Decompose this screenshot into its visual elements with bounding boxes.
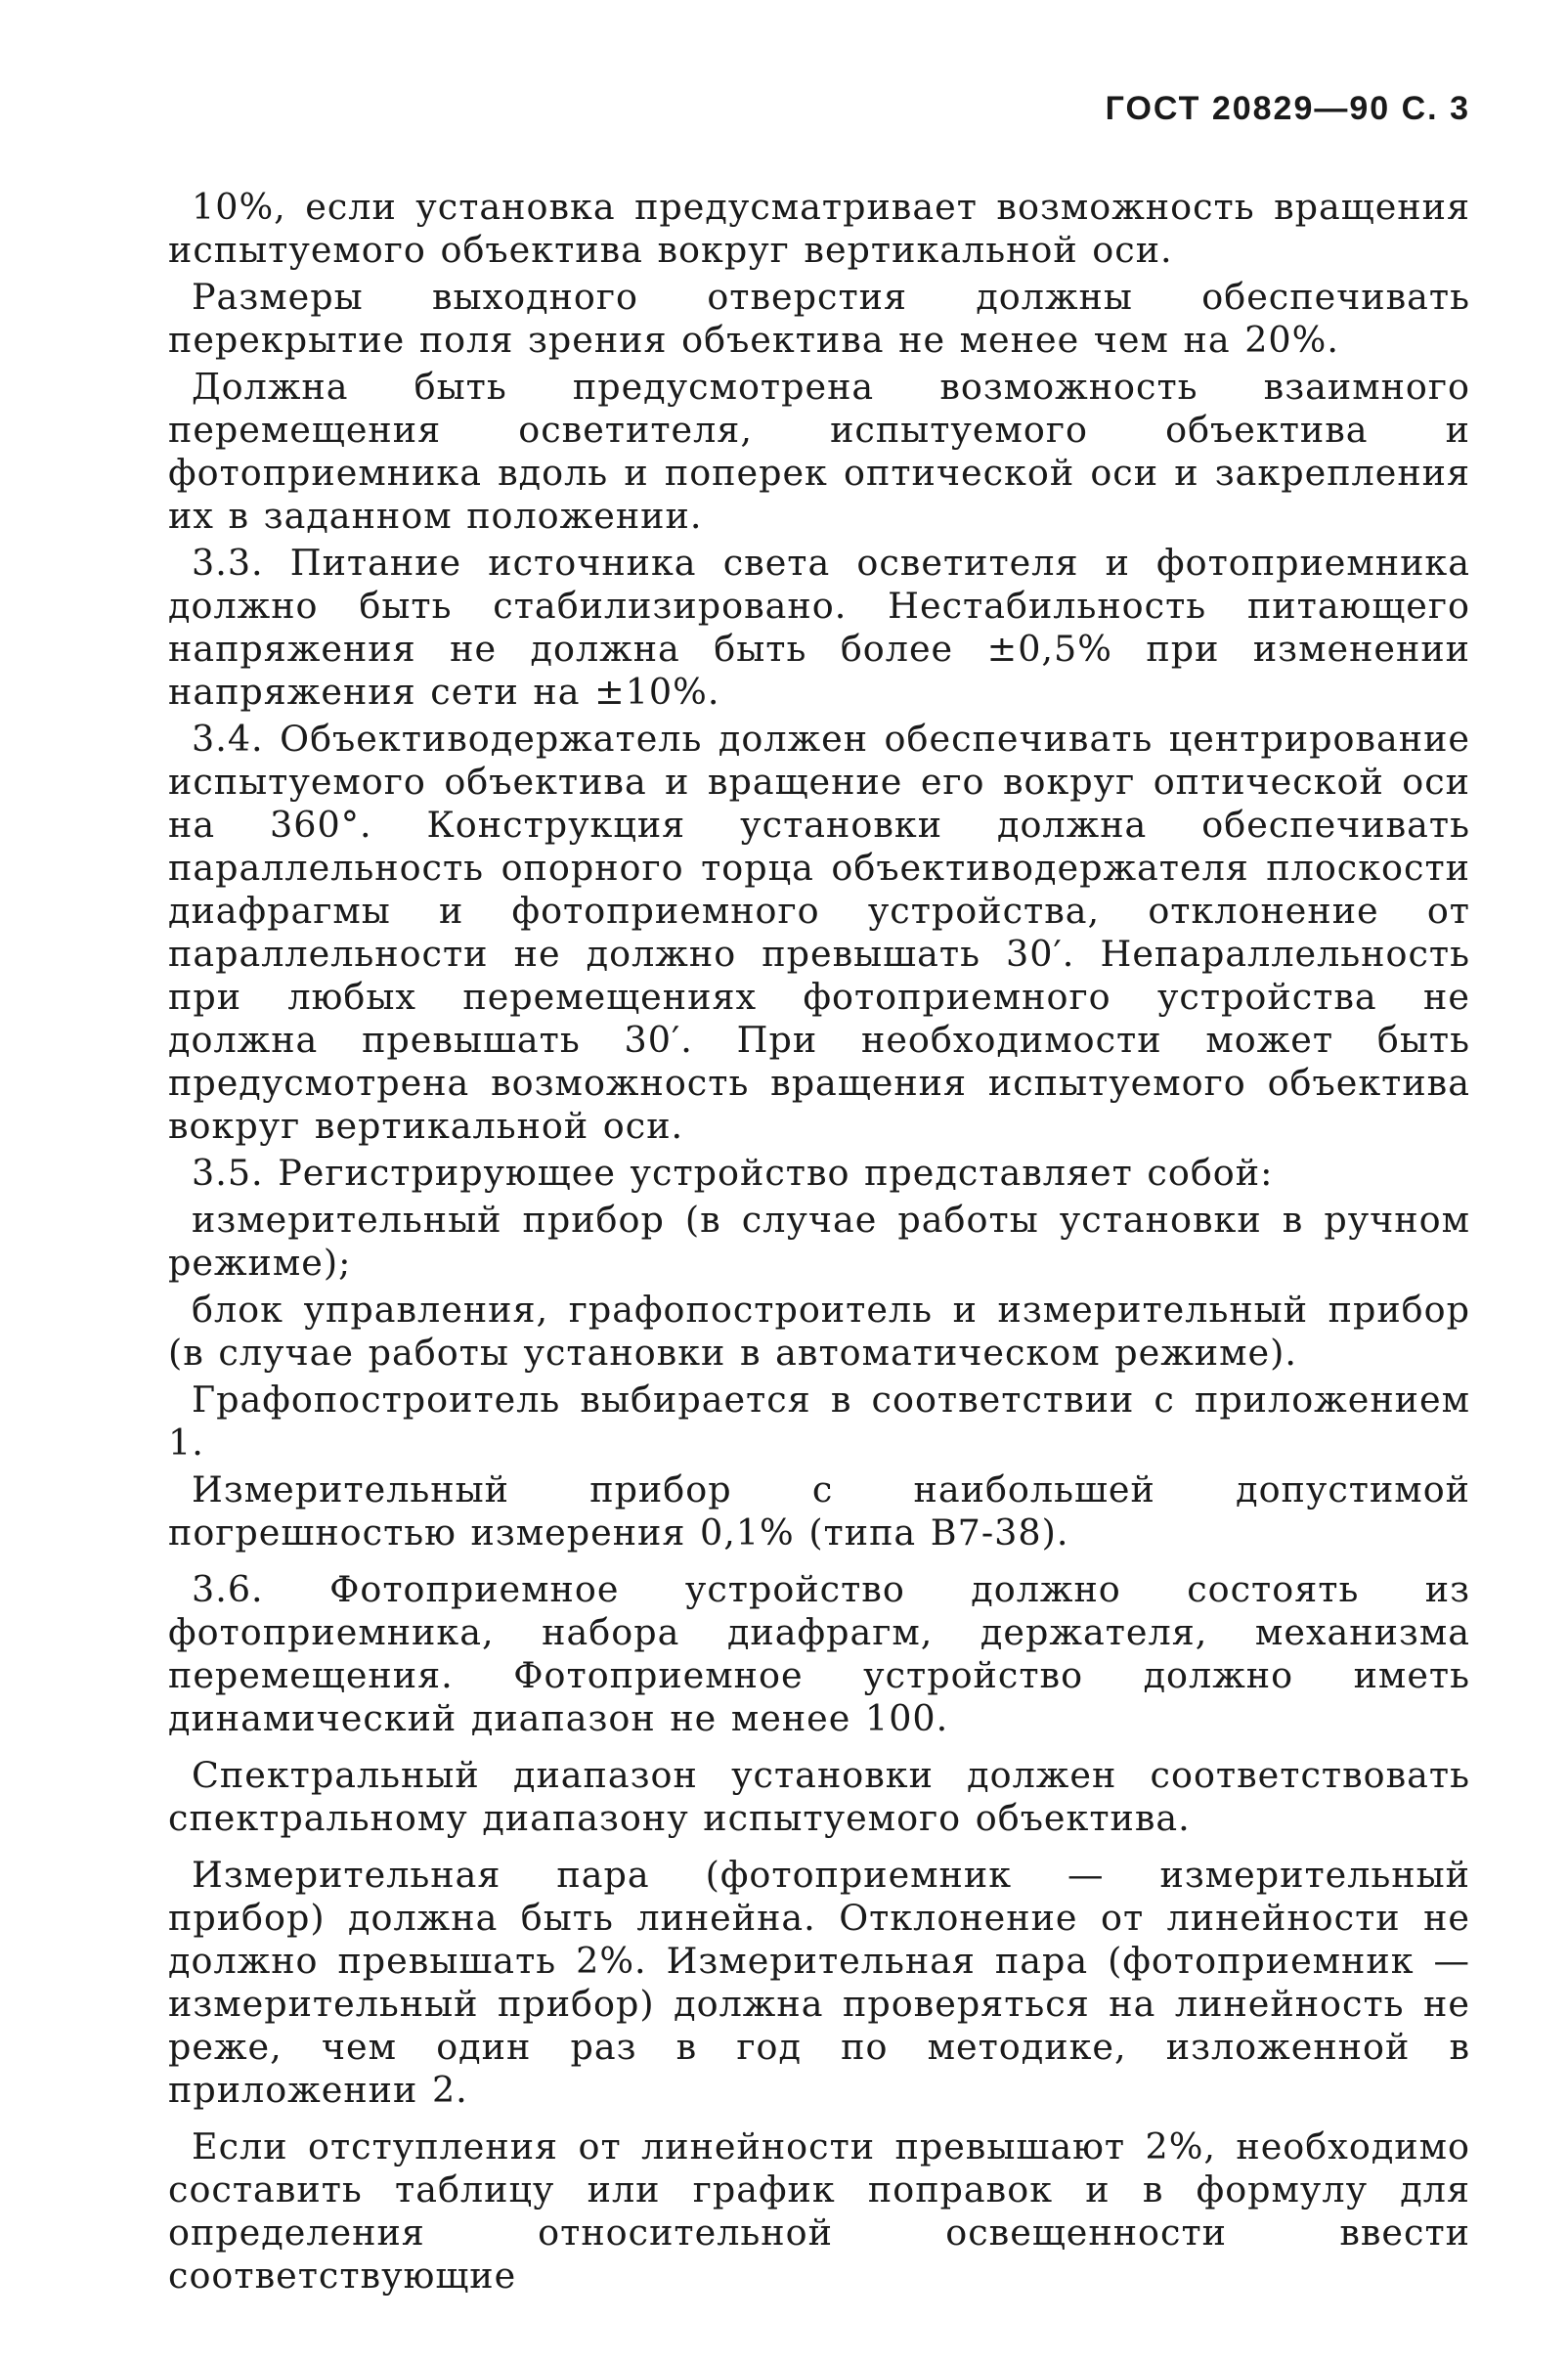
- document-body: [168, 186, 1470, 2301]
- list-item-auto-mode: блок управления, графопостроитель и измерительный прибор (в случае работы установки в автоматическом режиме).: [168, 1289, 1470, 1374]
- paragraph-measuring-device: Измерительный прибор с наибольшей допустимой погрешностью измерения 0,1% (типа В7-38).: [168, 1468, 1470, 1554]
- paragraph-1: 10%, если установка предусматривает возможность вращения испытуемого объектива вокруг вертикальной оси.: [168, 186, 1470, 271]
- paragraph-linearity-deviation: Если отступления от линейности превышают 2%, необходимо составить таблицу или график поправок и в формулу для определения относительной освещенности ввести соответствующие: [168, 2125, 1470, 2297]
- page-header: ГОСТ 20829—90 С. 3: [1105, 90, 1470, 127]
- paragraph-measuring-pair: Измерительная пара (фотоприемник — измерительный прибор) должна быть линейна. Отклонение от линейности не должно превышать 2%. Измерительная пара (фотоприемник — измерительный прибор) должна проверяться на линейность не реже, чем один раз в год по методике, изложенной в приложении 2.: [168, 1854, 1470, 2111]
- list-item-manual-mode: измерительный прибор (в случае работы установки в ручном режиме);: [168, 1199, 1470, 1284]
- section-3-6: 3.6. Фотоприемное устройство должно состоять из фотоприемника, набора диафрагм, держателя, механизма перемещения. Фотоприемное устройство должно иметь динамический диапазон не менее 100.: [168, 1568, 1470, 1739]
- section-3-3: 3.3. Питание источника света осветителя и фотоприемника должно быть стабилизировано. Нестабильность питающего напряжения не должна быть более ±0,5% при изменении напряжения сети на ±10%.: [168, 542, 1470, 713]
- section-3-5: 3.5. Регистрирующее устройство представляет собой:: [192, 1152, 1274, 1194]
- paragraph-plotter: Графопостроитель выбирается в соответствии с приложением 1.: [168, 1379, 1470, 1464]
- paragraph-2: Размеры выходного отверстия должны обеспечивать перекрытие поля зрения объектива не менее чем на 20%.: [168, 276, 1470, 361]
- paragraph-3: Должна быть предусмотрена возможность взаимного перемещения осветителя, испытуемого объектива и фотоприемника вдоль и поперек оптической оси и закрепления их в заданном положении.: [168, 366, 1470, 537]
- paragraph-spectral-range: Спектральный диапазон установки должен соответствовать спектральному диапазону испытуемого объектива.: [168, 1754, 1470, 1839]
- section-3-4: 3.4. Объективодержатель должен обеспечивать центрирование испытуемого объектива и вращение его вокруг оптической оси на 360°. Конструкция установки должна обеспечивать параллельность опорного торца объективодержателя плоскости диафрагмы и фотоприемного устройства, отклонение от параллельности не должно превышать 30′. Непараллельность при любых перемещениях фотоприемного устройства не должна превышать 30′. При необходимости может быть предусмотрена возможность вращения испытуемого объектива вокруг вертикальной оси.: [168, 718, 1470, 1147]
